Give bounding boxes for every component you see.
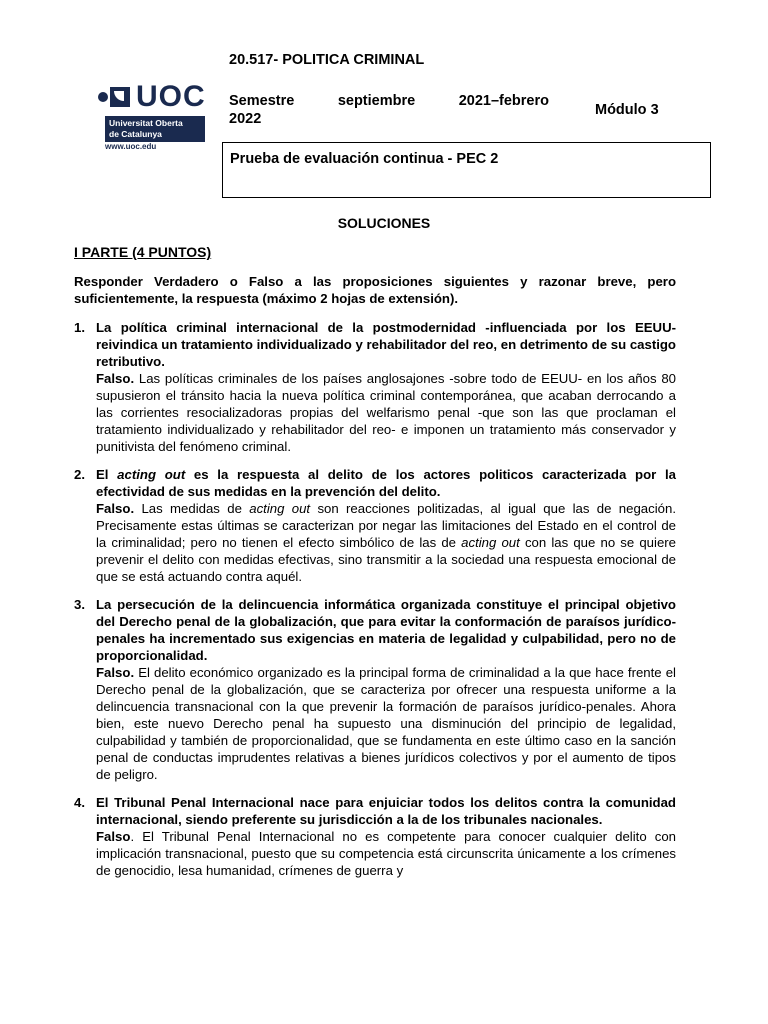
answer-emphasis: acting out	[461, 535, 520, 550]
item-question: La política criminal internacional de la postmodernidad -influenciada por los EEUU- reivindica un tratamiento individualizado y rehabilitador del reo, en detrimento de su castigo retributivo.	[96, 320, 676, 369]
semester-month: septiembre	[337, 93, 416, 109]
document-content	[74, 273, 676, 890]
logo-dot-icon	[98, 92, 108, 102]
logo-subtitle	[105, 116, 205, 142]
item-question: El Tribunal Penal Internacional nace para enjuiciar todos los delitos contra la comunidad internacional, siendo preferente su jurisdicción a la de los tribunales nacionales.	[96, 795, 676, 827]
question-text: es la respuesta al delito de los actores politicos caracterizada por la efectividad de sus medidas en la prevención del delito.	[96, 467, 676, 499]
list-item	[74, 466, 676, 585]
item-number: 1.	[74, 320, 85, 335]
list-item	[74, 596, 676, 783]
item-number: 4.	[74, 795, 85, 810]
answer-label: Falso	[96, 829, 131, 844]
uoc-logo	[98, 82, 210, 154]
answer-text: Las políticas criminales de los países anglosajones -sobre todo de EEUU- en los años 80 supusieron el tránsito hacia la nueva política criminal contemporánea, que acaban derrocando a las corrientes resocializadoras propias del welfarismo penal -que son las que proclaman el tratamiento individualizado y rehabilitador del reo- e imponen un tratamiento más conservador y punitivista del fenómeno criminal.	[96, 371, 676, 454]
item-answer	[96, 664, 676, 783]
semester-range: 2021–febrero	[458, 93, 549, 109]
question-text: El	[96, 467, 118, 482]
answer-label: Falso.	[96, 371, 135, 386]
item-number: 3.	[74, 597, 85, 612]
logo-box-icon	[110, 87, 130, 107]
logo-subtitle-line1: Universitat Oberta	[109, 118, 183, 128]
answer-text: El delito económico organizado es la principal forma de criminalidad a la que hace frente el Derecho penal de la globalización, que se caracteriza por ofrecer una respuesta uniforme a la delincuencia transnacional con la que prevenir la formación de paraísos jurídico-penales. Ahora bien, este nuevo Derecho penal ha supuesto una disminución del principio de legalidad, culpabilidad y también de proporcionalidad, que se fundamenta en este último caso en la sanción penal de conductas imprudentes relativas a bienes jurídicos colectivos y por el aumento de tipos de peligro.	[96, 665, 676, 782]
answer-text: Las medidas de	[134, 501, 250, 516]
part-heading: I PARTE (4 PUNTOS)	[74, 244, 212, 260]
logo-subtitle-line2: de Catalunya	[109, 129, 162, 139]
logo-mark	[98, 82, 206, 112]
item-question: La persecución de la delincuencia informática organizada constituye el principal objetivo del Derecho penal de la globalización, que para evitar la conformación de paraísos jurídico-penales ha incrementado sus exigencias en materia de legalidad y culpabilidad, pero no de proporcionalidad.	[96, 597, 676, 663]
list-item	[74, 319, 676, 455]
course-title: 20.517- POLITICA CRIMINAL	[229, 52, 425, 68]
pec-box	[222, 142, 711, 198]
item-question	[96, 466, 676, 500]
list-item	[74, 794, 676, 879]
answer-emphasis: acting out	[249, 501, 311, 516]
section-heading: SOLUCIONES	[337, 215, 431, 231]
answer-label: Falso.	[96, 501, 135, 516]
logo-text: UOC	[136, 80, 206, 113]
instructions: Responder Verdadero o Falso a las proposiciones siguientes y razonar breve, pero suficientemente, la respuesta (máximo 2 hojas de extensión).	[74, 274, 676, 306]
semester-word: Semestre	[229, 93, 295, 109]
answer-text: con las que no se quiere prevenir el delito con medidas efectivas, sino transmitir a la sociedad una respuesta emocional de que se está actuando contra aquél.	[96, 535, 677, 584]
answer-label: Falso.	[96, 665, 135, 680]
item-answer	[96, 370, 676, 455]
pec-title: Prueba de evaluación continua - PEC 2	[230, 151, 499, 167]
question-emphasis: acting out	[117, 467, 186, 482]
module-label: Módulo 3	[595, 102, 659, 118]
semester-year: 2022	[229, 111, 262, 127]
logo-url: www.uoc.edu	[105, 142, 157, 151]
item-number: 2.	[74, 467, 85, 482]
item-answer	[96, 500, 676, 585]
semester-info	[229, 92, 549, 128]
answer-text: son reacciones politizadas, al igual que las de negación. Precisamente estas últimas se caracterizan por negar las limitaciones del Estado en el control de la criminalidad; pero no tienen el efecto simbólico de las de	[96, 501, 677, 550]
answer-text: . El Tribunal Penal Internacional no es competente para conocer cualquier delito con implicación transnacional, puesto que su competencia está circunscrita únicamente a los crímenes de genocidio, lesa humanidad, crímenes de guerra y	[96, 829, 676, 878]
item-answer	[96, 828, 676, 879]
